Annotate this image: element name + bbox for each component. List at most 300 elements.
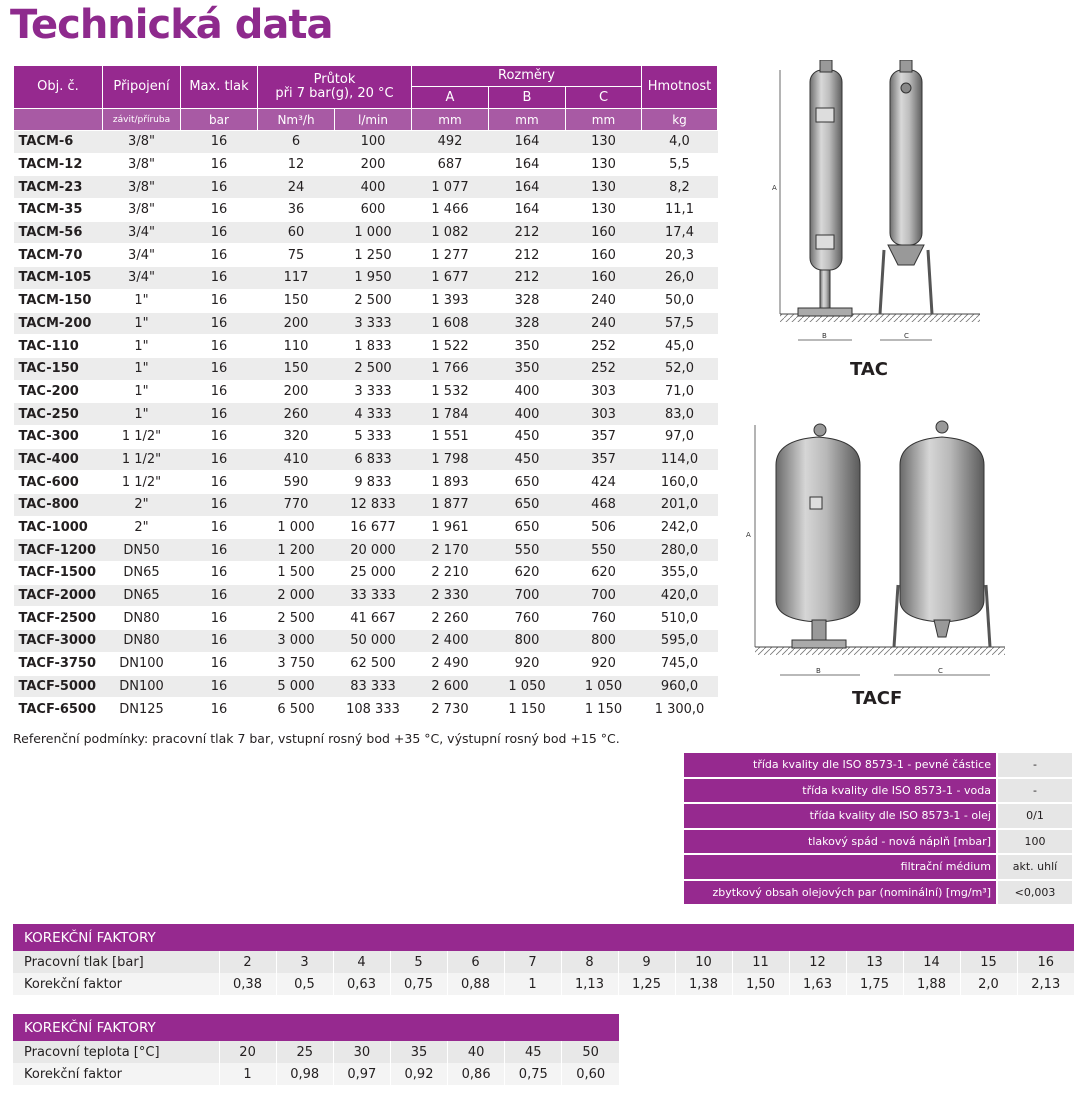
table-cell: 130	[566, 131, 642, 154]
table-cell: 3/8"	[103, 199, 181, 222]
table-cell: 620	[489, 562, 566, 585]
table-cell: 550	[489, 539, 566, 562]
table-cell: 1 961	[412, 516, 489, 539]
table-cell: 16	[181, 357, 258, 380]
table-row	[14, 335, 718, 358]
correction-temperature-title: KOREKČNÍ FAKTORY	[13, 1014, 619, 1041]
table-cell: 357	[566, 448, 642, 471]
table-cell: 150	[258, 289, 335, 312]
table-cell: 71,0	[642, 380, 718, 403]
table-cell: 1 1/2"	[103, 425, 181, 448]
tacf-dim-b: B	[816, 667, 821, 675]
table-cell: 17,4	[642, 221, 718, 244]
correction-cell: 13	[846, 951, 903, 973]
table-cell: DN65	[103, 562, 181, 585]
table-cell: 114,0	[642, 448, 718, 471]
model-name: TAC-600	[14, 471, 103, 494]
tacf-drawing	[740, 415, 1070, 685]
table-cell: 1 000	[335, 221, 412, 244]
table-cell: 1 000	[258, 516, 335, 539]
model-name: TACM-23	[14, 176, 103, 199]
tacf-dim-a: A	[746, 531, 751, 539]
table-cell: 1"	[103, 380, 181, 403]
model-name: TAC-300	[14, 425, 103, 448]
table-cell: 16	[181, 244, 258, 267]
table-row	[14, 516, 718, 539]
table-cell: 16	[181, 630, 258, 653]
table-cell: 1 893	[412, 471, 489, 494]
correction-cell: 0,63	[333, 973, 390, 995]
spec-row	[683, 778, 1073, 804]
table-cell: 6	[258, 131, 335, 154]
table-cell: 16	[181, 448, 258, 471]
table-cell: 510,0	[642, 607, 718, 630]
table-cell: 2"	[103, 516, 181, 539]
table-cell: 5 000	[258, 675, 335, 698]
correction-cell: 10	[675, 951, 732, 973]
table-cell: 450	[489, 448, 566, 471]
table-cell: DN50	[103, 539, 181, 562]
tac-drawing	[760, 60, 1080, 360]
table-cell: 117	[258, 267, 335, 290]
table-cell: 83,0	[642, 403, 718, 426]
table-cell: 1 466	[412, 199, 489, 222]
table-cell: 328	[489, 289, 566, 312]
correction-cell: 0,97	[333, 1063, 390, 1085]
model-name: TAC-400	[14, 448, 103, 471]
table-cell: 20,3	[642, 244, 718, 267]
table-cell: 700	[489, 584, 566, 607]
table-cell: 400	[489, 403, 566, 426]
table-cell: 16	[181, 471, 258, 494]
table-cell: 700	[566, 584, 642, 607]
header-prutok	[258, 66, 412, 109]
unit-cell: bar	[181, 109, 258, 131]
table-cell: 160	[566, 267, 642, 290]
table-cell: 200	[258, 312, 335, 335]
table-row	[14, 584, 718, 607]
unit-cell: Nm³/h	[258, 109, 335, 131]
correction-cell: 2,0	[960, 973, 1017, 995]
table-cell: 130	[566, 176, 642, 199]
table-cell: 687	[412, 153, 489, 176]
table-cell: 3/4"	[103, 221, 181, 244]
table-cell: DN65	[103, 584, 181, 607]
model-name: TAC-200	[14, 380, 103, 403]
model-name: TAC-150	[14, 357, 103, 380]
model-name: TACF-6500	[14, 698, 103, 721]
reference-conditions: Referenční podmínky: pracovní tlak 7 bar, vstupní rosný bod +35 °C, výstupní rosný bod +15 °C.	[13, 731, 620, 746]
table-cell: 242,0	[642, 516, 718, 539]
spec-row	[683, 829, 1073, 855]
correction-cell: 14	[903, 951, 960, 973]
table-cell: 800	[489, 630, 566, 653]
correction-row-label: Pracovní tlak [bar]	[13, 951, 219, 973]
table-cell: 16	[181, 335, 258, 358]
table-row	[14, 471, 718, 494]
table-row	[14, 494, 718, 517]
table-cell: 252	[566, 357, 642, 380]
unit-cell: závit/příruba	[103, 109, 181, 131]
table-cell: 16	[181, 494, 258, 517]
model-name: TAC-110	[14, 335, 103, 358]
table-cell: 16	[181, 289, 258, 312]
correction-cell: 5	[390, 951, 447, 973]
table-cell: 36	[258, 199, 335, 222]
correction-cell: 2,13	[1017, 973, 1074, 995]
table-cell: 252	[566, 335, 642, 358]
table-cell: 212	[489, 244, 566, 267]
table-cell: 6 500	[258, 698, 335, 721]
unit-empty	[14, 109, 103, 131]
table-cell: 600	[335, 199, 412, 222]
table-cell: 280,0	[642, 539, 718, 562]
table-row	[14, 221, 718, 244]
correction-cell: 16	[1017, 951, 1074, 973]
unit-cell: l/min	[335, 109, 412, 131]
table-cell: 1 050	[489, 675, 566, 698]
table-row	[14, 380, 718, 403]
model-name: TACM-56	[14, 221, 103, 244]
correction-cell: 8	[561, 951, 618, 973]
correction-cell: 7	[504, 951, 561, 973]
table-cell: 164	[489, 153, 566, 176]
spec-row	[683, 803, 1073, 829]
table-cell: 1 393	[412, 289, 489, 312]
page-title: Technická data	[10, 2, 333, 48]
correction-cell: 45	[505, 1041, 562, 1063]
table-cell: 1 150	[566, 698, 642, 721]
table-cell: 164	[489, 199, 566, 222]
model-name: TACF-5000	[14, 675, 103, 698]
table-cell: 12 833	[335, 494, 412, 517]
table-cell: 2 490	[412, 652, 489, 675]
correction-cell: 12	[789, 951, 846, 973]
table-cell: 2 500	[335, 357, 412, 380]
spec-row	[683, 880, 1073, 906]
header-obj: Obj. č.	[14, 66, 103, 109]
table-cell: 492	[412, 131, 489, 154]
table-row	[14, 244, 718, 267]
table-cell: 2 500	[258, 607, 335, 630]
table-cell: 350	[489, 357, 566, 380]
table-cell: 506	[566, 516, 642, 539]
spec-value: <0,003	[997, 880, 1073, 906]
spec-label: třída kvality dle ISO 8573-1 - olej	[683, 803, 997, 829]
spec-label: třída kvality dle ISO 8573-1 - voda	[683, 778, 997, 804]
table-cell: 160	[566, 244, 642, 267]
table-cell: 2 170	[412, 539, 489, 562]
spec-label: třída kvality dle ISO 8573-1 - pevné částice	[683, 752, 997, 778]
table-cell: 1"	[103, 403, 181, 426]
table-cell: 1 082	[412, 221, 489, 244]
table-cell: 16	[181, 584, 258, 607]
table-cell: 75	[258, 244, 335, 267]
table-cell: 201,0	[642, 494, 718, 517]
table-cell: 1"	[103, 357, 181, 380]
table-cell: 1 250	[335, 244, 412, 267]
table-cell: 1 077	[412, 176, 489, 199]
table-cell: DN125	[103, 698, 181, 721]
table-cell: 16	[181, 199, 258, 222]
table-cell: 2 260	[412, 607, 489, 630]
table-cell: 424	[566, 471, 642, 494]
correction-cell: 3	[276, 951, 333, 973]
table-cell: 2 210	[412, 562, 489, 585]
table-cell: 1 277	[412, 244, 489, 267]
table-cell: 16	[181, 153, 258, 176]
table-row	[14, 289, 718, 312]
correction-cell: 1	[504, 973, 561, 995]
table-cell: 8,2	[642, 176, 718, 199]
tac-dim-a: A	[772, 184, 777, 192]
correction-cell: 6	[447, 951, 504, 973]
table-cell: 1 833	[335, 335, 412, 358]
table-cell: 960,0	[642, 675, 718, 698]
header-c: C	[566, 87, 642, 109]
table-cell: 1 522	[412, 335, 489, 358]
table-cell: 920	[489, 652, 566, 675]
table-cell: 320	[258, 425, 335, 448]
table-cell: 26,0	[642, 267, 718, 290]
model-name: TACM-35	[14, 199, 103, 222]
spec-value: 100	[997, 829, 1073, 855]
table-cell: 16	[181, 176, 258, 199]
quality-spec-table	[682, 751, 1074, 906]
header-max-tlak: Max. tlak	[181, 66, 258, 109]
correction-row-label: Korekční faktor	[13, 1063, 219, 1085]
table-cell: 110	[258, 335, 335, 358]
table-cell: 60	[258, 221, 335, 244]
correction-cell: 0,75	[505, 1063, 562, 1085]
table-cell: 160,0	[642, 471, 718, 494]
table-cell: 45,0	[642, 335, 718, 358]
table-cell: 1 784	[412, 403, 489, 426]
table-cell: 108 333	[335, 698, 412, 721]
correction-temperature-table	[13, 1014, 619, 1085]
table-cell: 1 798	[412, 448, 489, 471]
table-cell: 328	[489, 312, 566, 335]
correction-cell: 4	[333, 951, 390, 973]
correction-cell: 0,88	[447, 973, 504, 995]
table-cell: 2 400	[412, 630, 489, 653]
header-b: B	[489, 87, 566, 109]
correction-cell: 1,25	[618, 973, 675, 995]
table-cell: 1 500	[258, 562, 335, 585]
tac-label: TAC	[850, 359, 889, 380]
table-cell: 62 500	[335, 652, 412, 675]
correction-row-label: Pracovní teplota [°C]	[13, 1041, 219, 1063]
spec-value: 0/1	[997, 803, 1073, 829]
table-cell: 1 300,0	[642, 698, 718, 721]
table-cell: 16	[181, 675, 258, 698]
table-row	[14, 562, 718, 585]
table-cell: 16	[181, 607, 258, 630]
table-cell: DN100	[103, 675, 181, 698]
table-cell: 420,0	[642, 584, 718, 607]
correction-cell: 0,5	[276, 973, 333, 995]
correction-cell: 20	[219, 1041, 276, 1063]
spec-value: akt. uhlí	[997, 854, 1073, 880]
table-row	[14, 153, 718, 176]
table-cell: 4 333	[335, 403, 412, 426]
table-cell: 33 333	[335, 584, 412, 607]
table-cell: 1 150	[489, 698, 566, 721]
table-cell: 16	[181, 516, 258, 539]
table-cell: 150	[258, 357, 335, 380]
spec-label: tlakový spád - nová náplň [mbar]	[683, 829, 997, 855]
table-cell: 12	[258, 153, 335, 176]
unit-cell: mm	[566, 109, 642, 131]
header-pripojeni: Připojení	[103, 66, 181, 109]
model-name: TACM-200	[14, 312, 103, 335]
spec-label: filtrační médium	[683, 854, 997, 880]
model-name: TACF-3000	[14, 630, 103, 653]
table-cell: 16 677	[335, 516, 412, 539]
table-cell: 2 000	[258, 584, 335, 607]
table-cell: 16	[181, 312, 258, 335]
model-name: TACM-105	[14, 267, 103, 290]
table-cell: 303	[566, 403, 642, 426]
correction-cell: 30	[333, 1041, 390, 1063]
correction-cell: 15	[960, 951, 1017, 973]
table-cell: 1 950	[335, 267, 412, 290]
table-row	[14, 176, 718, 199]
table-cell: 2 730	[412, 698, 489, 721]
table-cell: 130	[566, 153, 642, 176]
table-cell: 357	[566, 425, 642, 448]
table-cell: 1"	[103, 335, 181, 358]
table-cell: 410	[258, 448, 335, 471]
table-row	[14, 199, 718, 222]
correction-cell: 1,63	[789, 973, 846, 995]
table-cell: 97,0	[642, 425, 718, 448]
correction-cell: 0,60	[562, 1063, 619, 1085]
table-cell: 9 833	[335, 471, 412, 494]
correction-cell: 1,38	[675, 973, 732, 995]
table-cell: 57,5	[642, 312, 718, 335]
table-cell: 1 677	[412, 267, 489, 290]
table-cell: 2 600	[412, 675, 489, 698]
table-cell: 595,0	[642, 630, 718, 653]
correction-cell: 1,88	[903, 973, 960, 995]
table-cell: 400	[335, 176, 412, 199]
technical-data-table	[13, 65, 718, 721]
correction-cell: 11	[732, 951, 789, 973]
table-cell: 16	[181, 562, 258, 585]
table-cell: 164	[489, 176, 566, 199]
correction-pressure-title: KOREKČNÍ FAKTORY	[13, 924, 1074, 951]
header-a: A	[412, 87, 489, 109]
table-cell: 11,1	[642, 199, 718, 222]
table-cell: 3/8"	[103, 176, 181, 199]
table-cell: 16	[181, 652, 258, 675]
table-cell: 450	[489, 425, 566, 448]
unit-cell: mm	[412, 109, 489, 131]
table-cell: 240	[566, 289, 642, 312]
correction-cell: 2	[219, 951, 276, 973]
correction-cell: 1	[219, 1063, 276, 1085]
table-cell: 6 833	[335, 448, 412, 471]
table-cell: 1 551	[412, 425, 489, 448]
table-cell: 240	[566, 312, 642, 335]
model-name: TACM-70	[14, 244, 103, 267]
table-row	[14, 630, 718, 653]
correction-row-label: Korekční faktor	[13, 973, 219, 995]
model-name: TACF-1200	[14, 539, 103, 562]
table-cell: 16	[181, 267, 258, 290]
table-cell: 920	[566, 652, 642, 675]
correction-cell: 0,98	[276, 1063, 333, 1085]
table-cell: 41 667	[335, 607, 412, 630]
table-cell: 760	[566, 607, 642, 630]
table-row	[14, 675, 718, 698]
tac-dim-b: B	[822, 332, 827, 340]
table-cell: 5 333	[335, 425, 412, 448]
table-cell: 4,0	[642, 131, 718, 154]
table-cell: 770	[258, 494, 335, 517]
spec-label: zbytkový obsah olejových par (nominální) [mg/m³]	[683, 880, 997, 906]
table-cell: 16	[181, 539, 258, 562]
spec-value: -	[997, 778, 1073, 804]
table-cell: 355,0	[642, 562, 718, 585]
table-cell: 20 000	[335, 539, 412, 562]
table-cell: 50,0	[642, 289, 718, 312]
table-cell: 3/4"	[103, 267, 181, 290]
correction-cell: 1,13	[561, 973, 618, 995]
table-cell: 1 532	[412, 380, 489, 403]
table-cell: 745,0	[642, 652, 718, 675]
model-name: TACM-6	[14, 131, 103, 154]
table-row	[14, 312, 718, 335]
table-cell: 1 766	[412, 357, 489, 380]
correction-cell: 35	[390, 1041, 447, 1063]
correction-cell: 0,38	[219, 973, 276, 995]
table-cell: DN80	[103, 630, 181, 653]
table-cell: 1 200	[258, 539, 335, 562]
unit-cell: kg	[642, 109, 718, 131]
model-name: TACF-3750	[14, 652, 103, 675]
table-cell: 650	[489, 516, 566, 539]
table-cell: 760	[489, 607, 566, 630]
header-prutok-label: Průtok	[313, 72, 356, 87]
correction-cell: 25	[276, 1041, 333, 1063]
tac-dim-c: C	[904, 332, 909, 340]
table-cell: 212	[489, 267, 566, 290]
model-name: TAC-250	[14, 403, 103, 426]
header-prutok-sub: při 7 bar(g), 20 °C	[275, 86, 394, 101]
table-cell: 160	[566, 221, 642, 244]
table-cell: 1 1/2"	[103, 471, 181, 494]
table-cell: 3/8"	[103, 153, 181, 176]
table-cell: 2 500	[335, 289, 412, 312]
table-cell: 3/8"	[103, 131, 181, 154]
table-cell: 16	[181, 131, 258, 154]
table-cell: 550	[566, 539, 642, 562]
spec-row	[683, 752, 1073, 778]
technical-data-body	[14, 131, 718, 721]
model-name: TAC-1000	[14, 516, 103, 539]
table-cell: 16	[181, 221, 258, 244]
table-cell: 100	[335, 131, 412, 154]
table-cell: 83 333	[335, 675, 412, 698]
tacf-label: TACF	[852, 688, 903, 709]
table-cell: 16	[181, 698, 258, 721]
correction-cell: 0,92	[390, 1063, 447, 1085]
model-name: TACF-1500	[14, 562, 103, 585]
table-cell: 16	[181, 425, 258, 448]
table-cell: 25 000	[335, 562, 412, 585]
